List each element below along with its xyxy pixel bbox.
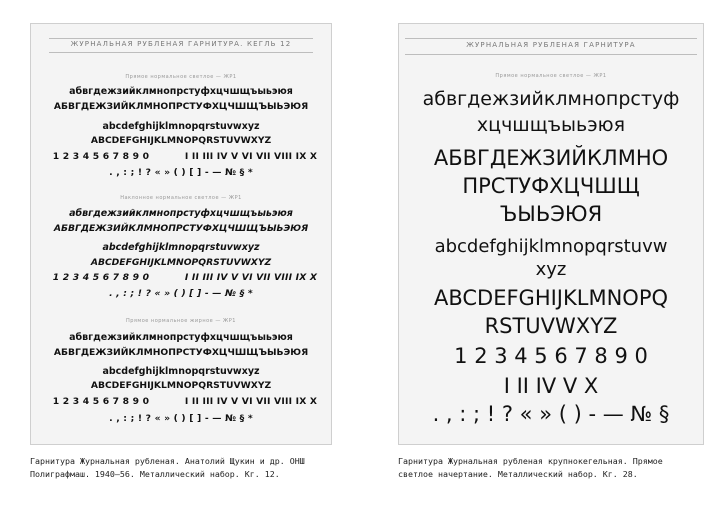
header-rule-top [49, 38, 313, 39]
latin-lowercase-line-2: xyz [535, 259, 567, 280]
section-label: Прямое нормальное жирное — ЖР1 [125, 318, 236, 324]
left-caption: Гарнитура Журнальная рубленая. Анатолий Щукин и др. ОНШ Полиграфмаш. 1940—56. Металлический набор. Кг. 12. [30, 456, 305, 479]
cyrillic-lowercase-line-2: хцчшщъыьэюя [476, 114, 626, 136]
cyrillic-lowercase: абвгдежзийклмнопрстуфхцчшщъыьэюя [69, 86, 293, 97]
punctuation: . , : ; ! ? « » ( ) [ ] - — № § * [109, 167, 253, 178]
header-rule-top [405, 38, 697, 39]
latin-lowercase: abcdefghijklmnopqrstuvwxyz [102, 121, 260, 132]
right-caption: Гарнитура Журнальная рубленая крупнокегельная. Прямое светлое начертание. Металлический набор. Кг. 28. [398, 456, 663, 479]
latin-uppercase: ABCDEFGHIJKLMNOPQRSTUVWXYZ [90, 257, 272, 268]
roman-numerals: I II IV V X [503, 374, 599, 398]
cyrillic-lowercase: абвгдежзийклмнопрстуфхцчшщъыьэюя [69, 332, 293, 343]
digits: 1 2 3 4 5 6 7 8 9 0 [52, 396, 150, 407]
roman-numerals: I II III IV V VI VII VIII IX X [184, 396, 318, 407]
latin-uppercase: ABCDEFGHIJKLMNOPQRSTUVWXYZ [90, 135, 272, 146]
right-page-header: ЖУРНАЛЬНАЯ РУБЛЕНАЯ ГАРНИТУРА [466, 41, 636, 49]
left-specimen-page [30, 23, 332, 445]
section-label: Наклонное нормальное светлое — ЖР1 [120, 195, 242, 201]
punctuation: . , : ; ! ? « » ( ) - — № § [432, 402, 670, 426]
digits: 1 2 3 4 5 6 7 8 9 0 [454, 344, 648, 368]
punctuation: . , : ; ! ? « » ( ) [ ] - — № § * [109, 413, 253, 424]
latin-uppercase-line-1: ABCDEFGHIJKLMNOPQ [433, 286, 669, 310]
roman-numerals: I II III IV V VI VII VIII IX X [184, 151, 318, 162]
left-page-header: ЖУРНАЛЬНАЯ РУБЛЕНАЯ ГАРНИТУРА. КЕГЛЬ 12 [70, 40, 292, 48]
latin-lowercase: abcdefghijklmnopqrstuvwxyz [102, 242, 260, 253]
latin-lowercase-line-1: abcdefghijklmnopqrstuvw [434, 236, 668, 257]
cyrillic-lowercase: абвгдежзийклмнопрстуфхцчшщъыьэюя [69, 208, 293, 219]
digits: 1 2 3 4 5 6 7 8 9 0 [52, 151, 150, 162]
section-label: Прямое нормальное светлое — ЖР1 [125, 74, 237, 80]
digits: 1 2 3 4 5 6 7 8 9 0 [52, 272, 150, 283]
latin-uppercase: ABCDEFGHIJKLMNOPQRSTUVWXYZ [90, 380, 272, 391]
cyrillic-uppercase: АБВГДЕЖЗИЙКЛМНОПРСТУФХЦЧШЩЪЫЬЭЮЯ [53, 347, 309, 358]
header-rule-bottom [49, 52, 313, 53]
header-rule-bottom [405, 54, 697, 55]
latin-uppercase-line-2: RSTUVWXYZ [484, 314, 618, 338]
latin-lowercase: abcdefghijklmnopqrstuvwxyz [102, 366, 260, 377]
cyrillic-uppercase: АБВГДЕЖЗИЙКЛМНОПРСТУФХЦЧШЩЪЫЬЭЮЯ [53, 101, 309, 112]
punctuation: . , : ; ! ? « » ( ) [ ] - — № § * [109, 288, 253, 299]
right-specimen-page [398, 23, 704, 445]
cyrillic-uppercase-line-1: АБВГДЕЖЗИЙКЛМНО [433, 146, 669, 170]
roman-numerals: I II III IV V VI VII VIII IX X [184, 272, 318, 283]
style-label: Прямое нормальное светлое — ЖР1 [495, 73, 607, 79]
cyrillic-uppercase-line-3: ЪЫЬЭЮЯ [499, 202, 603, 226]
cyrillic-uppercase: АБВГДЕЖЗИЙКЛМНОПРСТУФХЦЧШЩЪЫЬЭЮЯ [53, 223, 309, 234]
cyrillic-uppercase-line-2: ПРСТУФХЦЧШЩ [462, 174, 640, 198]
cyrillic-lowercase-line-1: абвгдежзийклмнопрстуф [422, 88, 680, 110]
